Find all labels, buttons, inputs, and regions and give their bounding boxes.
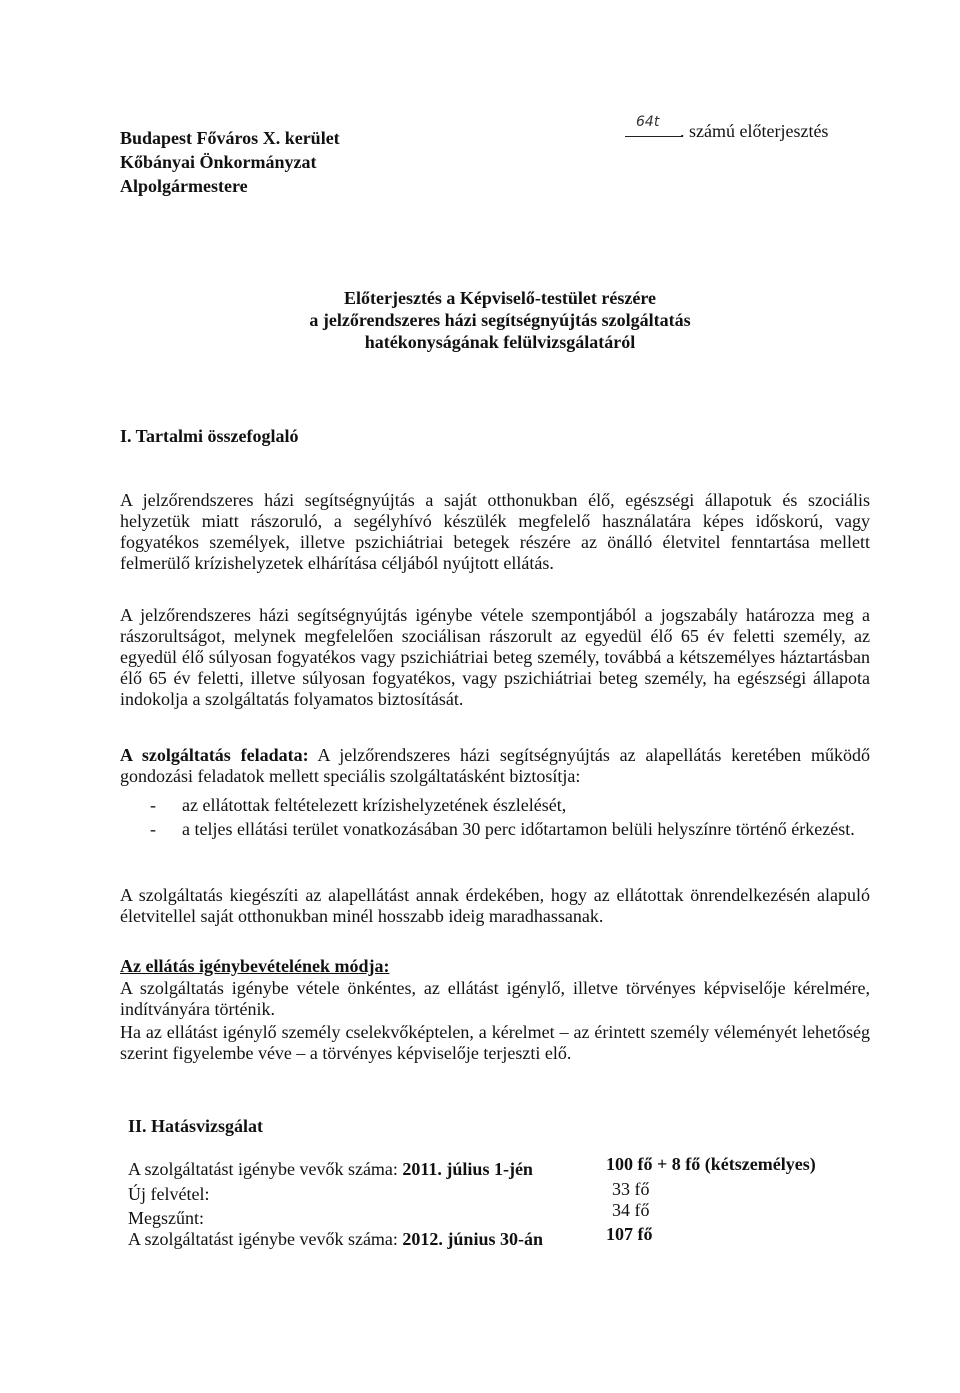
title-line-2: a jelzőrendszeres házi segítségnyújtás szolgáltatás <box>309 310 691 330</box>
stat-label: Megszűnt: <box>128 1208 204 1228</box>
organization-line-2: Kőbányai Önkormányzat <box>120 152 317 172</box>
stat-row-ended <box>128 1207 204 1229</box>
stat-value-2011: 100 fő + 8 fő (kétszemélyes) <box>606 1154 816 1174</box>
number-underline <box>625 136 682 137</box>
organization-line-1: Budapest Főváros X. kerület <box>120 128 340 148</box>
supplement-paragraph: A szolgáltatás kiegészíti az alapellátást annak érdekében, hogy az ellátottak önrendelkezésén alapuló életvitellel saját otthonukban minél hosszabb ideig maradhassanak. <box>120 885 870 926</box>
stat-date: 2012. június 30-án <box>402 1229 543 1249</box>
bullet-dash-1: - <box>150 795 156 815</box>
stat-label: A szolgáltatást igénybe vevők száma: <box>128 1229 403 1249</box>
handwritten-number: 64t <box>636 114 660 130</box>
bullet-dash-2: - <box>150 819 156 839</box>
title-line-1: Előterjesztés a Képviselő-testület részére <box>343 288 657 308</box>
mode-paragraph-2: Ha az ellátást igénylő személy cselekvőképtelen, a kérelmet – az érintett személy véleményét lehetőség szerint figyelembe véve – a törvényes képviselője terjeszti elő. <box>120 1022 870 1063</box>
summary-paragraph-1: A jelzőrendszeres házi segítségnyújtás a saját otthonukban élő, egészségi állapotuk és szociális helyzetük miatt rászoruló, a segélyhívó készülék megfelelő használatára képes időskorú, vagy fogyatékos személyek, illetve pszichiátriai betegek részére az önálló életvitel fenntartása mellett felmerülő krízishelyzetek elhárítása céljából nyújtott ellátás. <box>120 490 870 573</box>
stat-date: 2011. július 1-jén <box>402 1159 533 1179</box>
stat-row-2011 <box>128 1158 533 1180</box>
stat-row-new <box>128 1183 209 1205</box>
stat-label: A szolgáltatást igénybe vevők száma: <box>128 1159 403 1179</box>
task-paragraph <box>120 745 870 787</box>
mode-paragraph-1: A szolgáltatás igénybe vétele önkéntes, az ellátást igénylő, illetve törvényes képviselője kérelmére, indítványára történik. <box>120 978 870 1019</box>
proposal-number-label: . számú előterjesztés <box>680 121 829 141</box>
stat-value-ended: 34 fő <box>612 1200 650 1220</box>
summary-paragraph-2: A jelzőrendszeres házi segítségnyújtás igénybe vétele szempontjából a jogszabály határozza meg a rászorultságot, melynek megfelelően szociálisan rászorult az egyedül élő 65 év feletti személy, az egyedül élő súlyosan fogyatékos vagy pszichiátriai beteg személy, továbbá a kétszemélyes háztartásban élő 65 év feletti, illetve súlyosan fogyatékos, vagy pszichiátriai beteg személy, ha egészségi állapota indokolja a szolgáltatás folyamatos biztosítását. <box>120 605 870 709</box>
stat-value-new: 33 fő <box>612 1179 650 1199</box>
task-bullet-1: az ellátottak feltételezett krízishelyzetének észlelését, <box>182 795 567 815</box>
section-1-heading: I. Tartalmi összefoglaló <box>120 426 299 446</box>
mode-heading: Az ellátás igénybevételének módja: <box>120 956 390 976</box>
section-2-heading: II. Hatásvizsgálat <box>128 1116 263 1136</box>
task-bullet-2: a teljes ellátási terület vonatkozásában 30 perc időtartamon belüli helyszínre történő érkezést. <box>182 819 855 839</box>
organization-line-3: Alpolgármestere <box>120 176 248 196</box>
task-label: A szolgáltatás feladata: <box>120 745 309 765</box>
stat-row-2012 <box>128 1228 543 1250</box>
stat-label: Új felvétel: <box>128 1184 210 1204</box>
title-line-3: hatékonyságának felülvizsgálatáról <box>364 332 636 352</box>
task-text: A jelzőrendszeres házi segítségnyújtás az alapellátás keretében működő gondozási feladatok mellett speciális szolgáltatásként biztosítja: <box>120 745 870 786</box>
stat-value-2012: 107 fő <box>606 1224 653 1244</box>
